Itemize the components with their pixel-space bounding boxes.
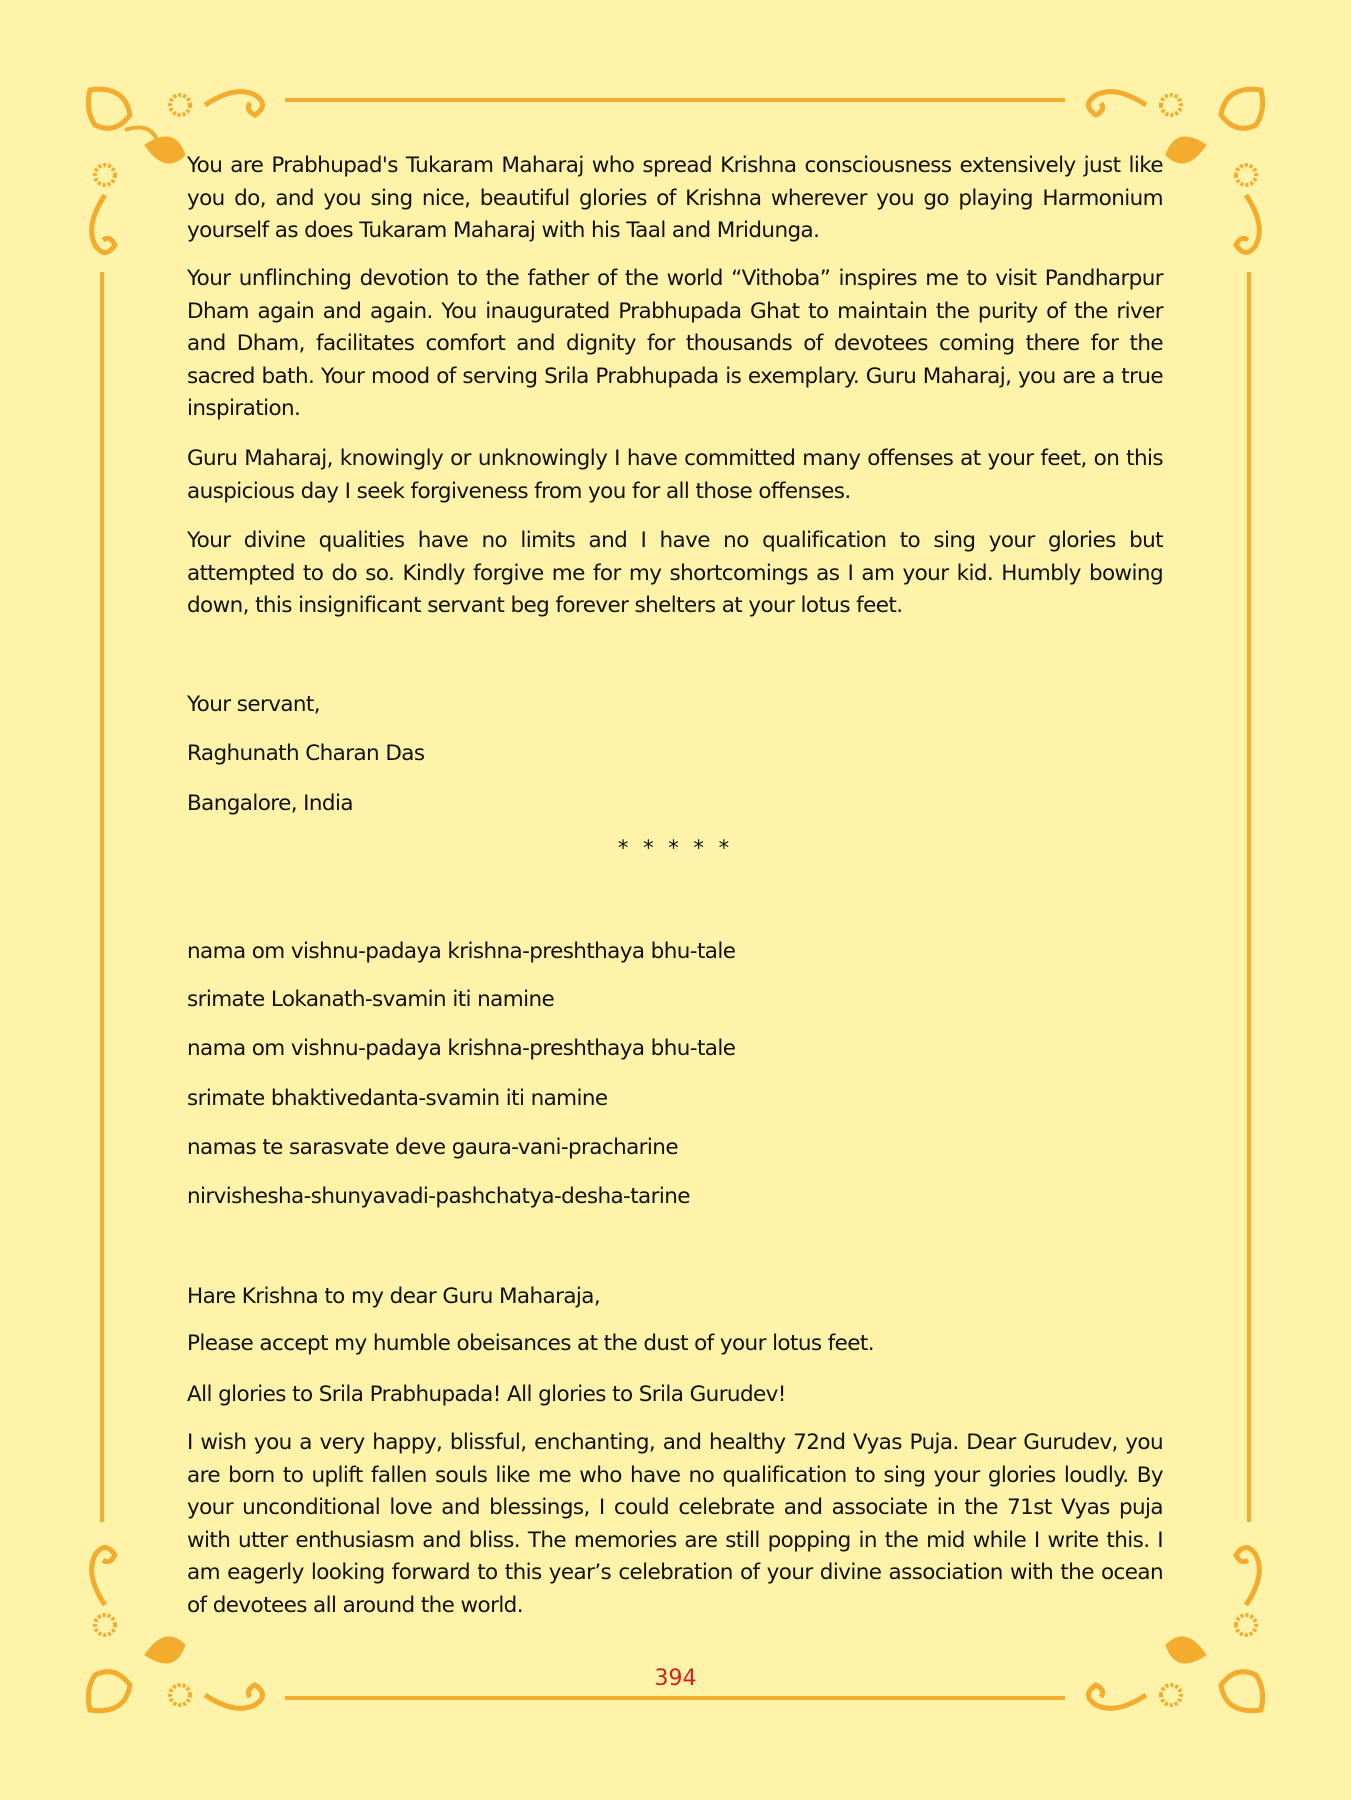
paragraph-text: Your unflinching devotion to the father of the world “Vithoba” inspires me to visit Pandharpur Dham again and again. You inaugurated Prabhupada Ghat to maintain the purity of the river and Dham, facilitates comfort and dignity for thousands of devotees coming there for the sacred bath. Your mood of serving Srila Prabhupada is exemplary. Guru Maharaj, you are a true inspiration. xyxy=(187,266,1163,422)
border-right xyxy=(1247,272,1251,1522)
paragraph xyxy=(187,1427,1163,1623)
mantra-line: srimate bhaktivedanta-svamin iti namine xyxy=(187,1086,608,1111)
letter-greeting: Hare Krishna to my dear Guru Maharaja, xyxy=(187,1284,601,1309)
mantra-line: namas te sarasvate deve gaura-vani-pracharine xyxy=(187,1135,678,1160)
mantra-line: nirvishesha-shunyavadi-pashchatya-desha-tarine xyxy=(187,1184,690,1209)
paragraph-text: You are Prabhupad's Tukaram Maharaj who spread Krishna consciousness extensively just like you do, and you sing nice, beautiful glories of Krishna wherever you go playing Harmonium yourself as does Tukaram Maharaj with his Taal and Mridunga. xyxy=(187,153,1163,244)
mantra-line: nama om vishnu-padaya krishna-preshthaya bhu-tale xyxy=(187,939,736,964)
separator: * * * * * xyxy=(617,836,734,860)
paragraph-text: Your divine qualities have no limits and I have no qualification to sing your glories but attempted to do so. Kindly forgive me for my shortcomings as I am your kid. Humbly bowing down, this insignificant servant beg forever shelters at your lotus feet. xyxy=(187,528,1163,619)
mantra-line: srimate Lokanath-svamin iti namine xyxy=(187,987,555,1012)
paragraph-text: Guru Maharaj, knowingly or unknowingly I have committed many offenses at your feet, on this auspicious day I seek forgiveness from you for all those offenses. xyxy=(187,446,1163,504)
border-left xyxy=(100,272,104,1522)
signature-location: Bangalore, India xyxy=(187,791,353,816)
paragraph xyxy=(187,150,1163,248)
signature-name: Raghunath Charan Das xyxy=(187,741,425,766)
mantra-line: nama om vishnu-padaya krishna-preshthaya bhu-tale xyxy=(187,1036,736,1061)
border-bottom xyxy=(285,1696,1065,1700)
letter-obeisance: Please accept my humble obeisances at the dust of your lotus feet. xyxy=(187,1331,874,1356)
letter-glories: All glories to Srila Prabhupada! All glories to Srila Gurudev! xyxy=(187,1382,786,1407)
signature-closing: Your servant, xyxy=(187,692,320,717)
paragraph xyxy=(187,263,1163,426)
page-number: 394 xyxy=(654,1666,697,1691)
border-top xyxy=(285,98,1065,102)
paragraph xyxy=(187,443,1163,508)
paragraph-text: I wish you a very happy, blissful, enchanting, and healthy 72nd Vyas Puja. Dear Gurudev, you are born to uplift fallen souls like me who have no qualification to sing your glories loudly. By your unconditional love and blessings, I could celebrate and associate in the 71st Vyas puja with utter enthusiasm and bliss. The memories are still popping in the mid while I write this. I am eagerly looking forward to this year’s celebration of your divine association with the ocean of devotees all around the world. xyxy=(187,1430,1163,1618)
paragraph xyxy=(187,525,1163,623)
